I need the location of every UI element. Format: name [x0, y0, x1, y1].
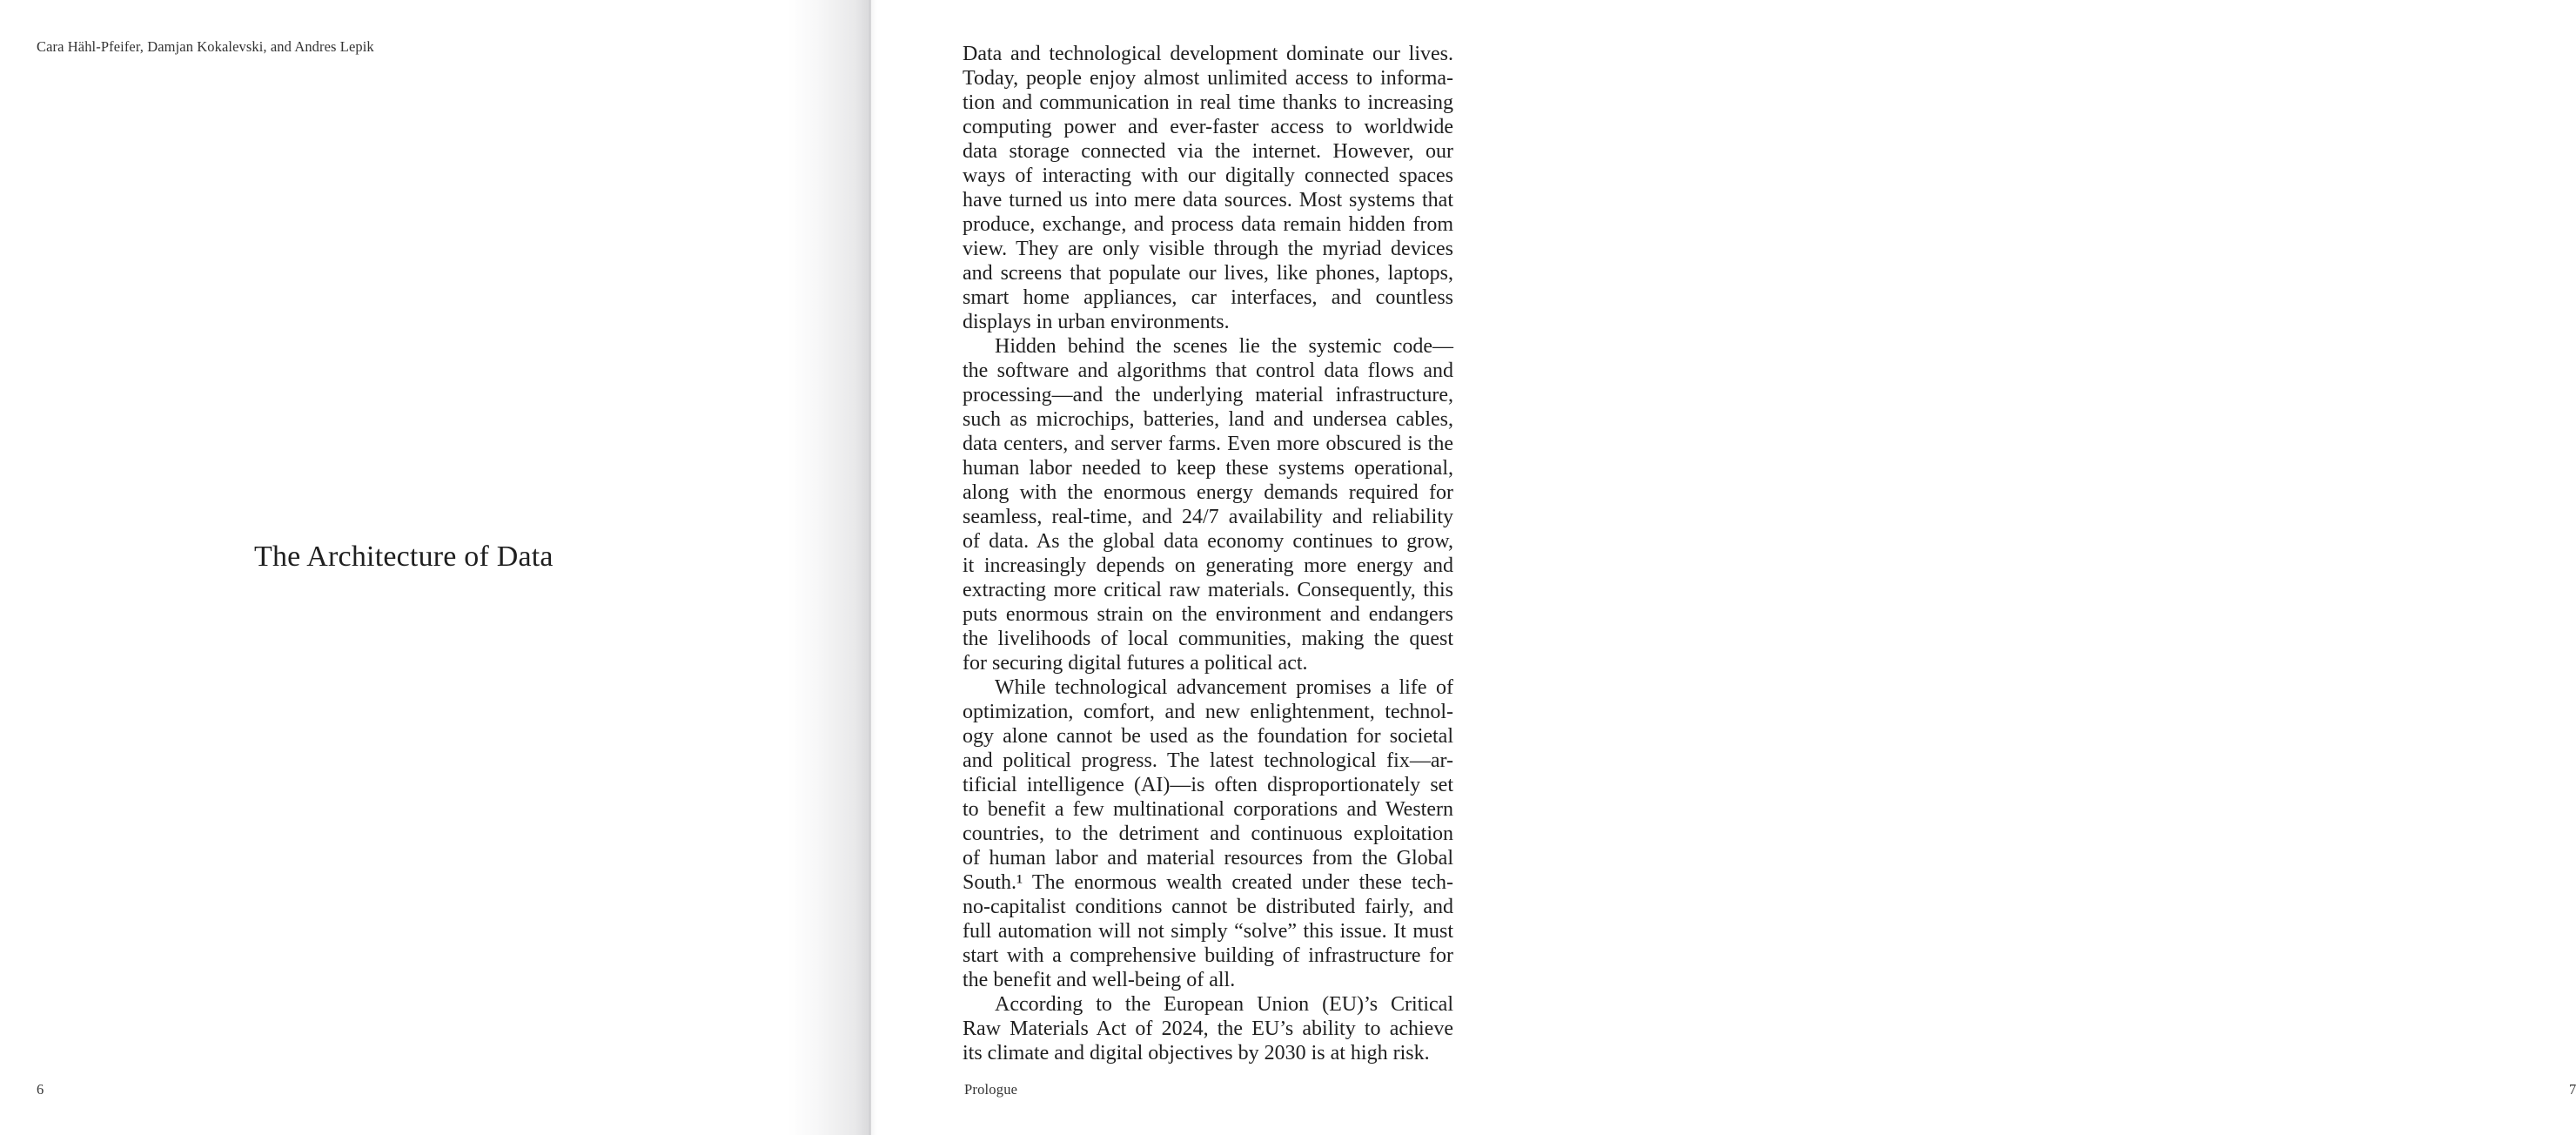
body-text-column: [963, 42, 1453, 1065]
text-line: tificial intelligence (AI)—is often disproportionately set: [963, 774, 1453, 796]
text-line: Today, people enjoy almost unlimited access to informa-: [963, 67, 1453, 90]
text-line: human labor needed to keep these systems operational,: [963, 457, 1453, 480]
text-line: While technological advancement promises a life of: [995, 676, 1453, 699]
text-line: seamless, real-time, and 24/7 availability and reliability: [963, 506, 1453, 528]
text-line: data storage connected via the internet. However, our: [963, 140, 1453, 163]
text-line: extracting more critical raw materials. Consequently, this: [963, 579, 1453, 601]
text-line: full automation will not simply “solve” this issue. It must: [963, 920, 1453, 943]
text-line: the software and algorithms that control data flows and: [963, 359, 1453, 382]
text-line: computing power and ever-faster access to worldwide: [963, 116, 1453, 138]
text-line: the benefit and well-being of all.: [963, 969, 1236, 991]
text-line: ways of interacting with our digitally connected spaces: [963, 165, 1453, 187]
text-line: displays in urban environments.: [963, 311, 1230, 333]
text-line: countries, to the detriment and continuous exploitation: [963, 823, 1453, 845]
text-line: processing—and the underlying material infrastructure,: [963, 384, 1453, 406]
page-left: [0, 0, 870, 1135]
text-line: start with a comprehensive building of infrastructure for: [963, 944, 1453, 967]
text-line: and political progress. The latest technological fix—ar-: [963, 749, 1453, 772]
text-line: tion and communication in real time thanks to increasing: [963, 91, 1453, 114]
text-line: along with the enormous energy demands required for: [963, 481, 1453, 504]
text-line: the livelihoods of local communities, making the quest: [963, 628, 1453, 650]
text-line: Raw Materials Act of 2024, the EU’s ability to achieve: [963, 1017, 1453, 1040]
text-line: Data and technological development dominate our lives.: [963, 43, 1453, 65]
text-line: no-capitalist conditions cannot be distributed fairly, and: [963, 896, 1453, 918]
text-line: it increasingly depends on generating more energy and: [963, 554, 1453, 577]
page-number-right: 7: [2569, 1081, 2576, 1098]
text-line: produce, exchange, and process data remain hidden from: [963, 213, 1453, 236]
page-right: [870, 0, 2576, 1135]
text-line: view. They are only visible through the myriad devices: [963, 238, 1453, 260]
text-line: to benefit a few multinational corporations and Western: [963, 798, 1453, 821]
text-line: Hidden behind the scenes lie the systemic code—: [995, 335, 1453, 358]
text-line: have turned us into mere data sources. Most systems that: [963, 189, 1453, 212]
text-line: puts enormous strain on the environment and endangers: [963, 603, 1453, 626]
chapter-title: The Architecture of Data: [254, 541, 553, 573]
text-line: of human labor and material resources from the Global: [963, 847, 1453, 870]
text-line: ogy alone cannot be used as the foundation for societal: [963, 725, 1453, 748]
page-number-left: 6: [37, 1081, 44, 1098]
text-line: optimization, comfort, and new enlightenment, technol-: [963, 701, 1453, 723]
text-line: such as microchips, batteries, land and undersea cables,: [963, 408, 1453, 431]
text-line: South.¹ The enormous wealth created under these tech-: [963, 871, 1453, 894]
text-line: for securing digital futures a political act.: [963, 652, 1308, 675]
text-line: According to the European Union (EU)’s Critical: [995, 993, 1453, 1016]
running-footer: Prologue: [964, 1081, 1018, 1098]
text-line: smart home appliances, car interfaces, and countless: [963, 286, 1453, 309]
text-line: its climate and digital objectives by 2030 is at high risk.: [963, 1042, 1430, 1064]
text-line: and screens that populate our lives, like phones, laptops,: [963, 262, 1453, 285]
authors-line: Cara Hähl-Pfeifer, Damjan Kokalevski, and Andres Lepik: [37, 38, 374, 55]
text-line: data centers, and server farms. Even more obscured is the: [963, 433, 1453, 455]
text-line: of data. As the global data economy continues to grow,: [963, 530, 1453, 553]
